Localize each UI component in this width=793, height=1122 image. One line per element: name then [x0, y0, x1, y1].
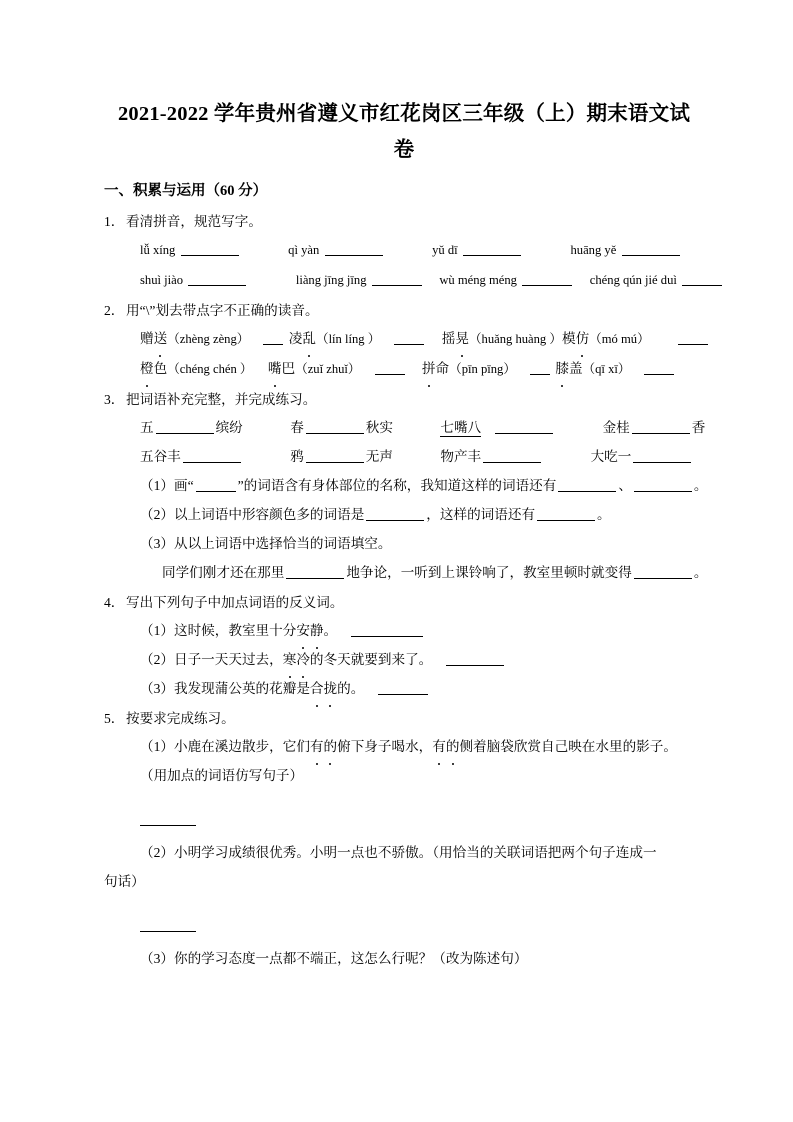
write-blank-2[interactable] [325, 243, 383, 256]
write-blank-3[interactable] [463, 243, 521, 256]
question-3 [104, 386, 708, 587]
pinyin-mofang: （mó mú） [589, 332, 650, 346]
q3-sub2-blank-1[interactable] [366, 508, 424, 521]
answer-space-2 [140, 896, 704, 918]
question-3-sub-2 [140, 500, 704, 529]
q3-sub1-text-a: （1）画“ [140, 478, 194, 493]
question-1-text: 看清拼音，规范写字。 [126, 214, 262, 229]
pinyin-qiyan: qì yàn [288, 243, 320, 257]
pinyin-yudi: yǔ dī [432, 243, 458, 257]
cross-blank-2[interactable] [394, 332, 424, 345]
idiom-2-pre: 春 [290, 420, 304, 435]
pinyin-chengse: （chéng chén ） [167, 362, 253, 376]
q4-sub2-post: 的冬天就要到来了。 [309, 652, 433, 667]
pinyin-zuiba: （zuǐ zhuǐ） [295, 362, 361, 376]
idiom-8-pre: 大吃一 [590, 449, 632, 464]
pinyin-yaohuang: （huǎng huàng ） [468, 332, 562, 346]
question-2-body [104, 324, 704, 384]
q4-sub3-label: （3） [140, 681, 174, 696]
idiom-6-pre: 鸦 [290, 449, 304, 464]
question-3-fill-sentence [140, 558, 708, 587]
q3-sub2-end: 。 [597, 507, 611, 522]
q3-sub1-blank-2[interactable] [634, 479, 692, 492]
q5-answer-rule-1[interactable] [140, 812, 704, 838]
q5-answer-rule-2[interactable] [140, 918, 704, 944]
question-3-stem [104, 386, 704, 413]
write-blank-6[interactable] [372, 273, 422, 286]
q4-sub1-label: （1） [140, 623, 174, 638]
pronunciation-row-1 [140, 324, 704, 354]
pronunciation-row-2 [140, 354, 704, 384]
page-title: 2021-2022 学年贵州省遵义市红花岗区三年级（上）期末语文试卷 [117, 103, 691, 161]
question-5 [104, 705, 704, 973]
question-3-text: 把词语补充完整，并完成练习。 [126, 392, 317, 407]
cross-blank-5[interactable] [530, 362, 550, 375]
word-xigai[interactable]: 膝盖 [555, 361, 582, 376]
q5-sub1-part2: 俯下身子喝水， [337, 739, 433, 754]
write-blank-5[interactable] [188, 273, 246, 286]
idiom-4-post: 香 [691, 420, 706, 435]
answer-space-1 [140, 790, 704, 812]
section-heading: 一、积累与运用（60 分） [104, 183, 268, 199]
cross-blank-4[interactable] [375, 362, 405, 375]
question-2-stem [104, 297, 704, 324]
pinyin-row-1 [140, 235, 704, 265]
question-3-number: 3． [104, 392, 125, 407]
cross-blank-1[interactable] [263, 332, 283, 345]
q4-sub3-post: 的。 [337, 681, 365, 696]
question-5-body [104, 732, 704, 973]
word-chengse[interactable]: 橙色 [140, 361, 167, 376]
pinyin-chengqunjiedui: chéng qún jié duì [589, 273, 677, 287]
q3-sub2-text-b: ，这样的词语还有 [426, 507, 536, 522]
q3-sub2-blank-2[interactable] [537, 508, 595, 521]
pinyin-wumengmeng: wù méng méng [439, 273, 517, 287]
pinyin-xigai: （qī xī） [582, 362, 631, 376]
q3-fill-end: 。 [693, 565, 708, 580]
q4-sub3-dotted: 合拢 [310, 681, 337, 696]
question-5-text: 按要求完成练习。 [126, 711, 235, 726]
idiom-5-pre: 五谷丰 [140, 449, 181, 464]
q4-sub1-post: 。 [323, 623, 338, 638]
question-4-text: 写出下列句子中加点词语的反义词。 [126, 595, 344, 610]
idiom-blank-1[interactable] [156, 421, 214, 434]
write-blank-4[interactable] [622, 243, 680, 256]
pinyin-zengsong: （zhèng zèng） [167, 332, 250, 346]
question-3-body [104, 413, 708, 587]
question-5-stem [104, 705, 704, 732]
q4-sub2-label: （2） [140, 652, 174, 667]
pinyin-lingluan: （lín líng ） [315, 332, 381, 346]
pinyin-pinming: （pīn pīng） [449, 362, 516, 376]
idiom-4-pre: 金桂 [602, 420, 630, 435]
word-zuiba[interactable]: 嘴巴 [268, 361, 295, 376]
q4-sub1-dotted: 安静 [296, 623, 323, 638]
idiom-row-2 [140, 442, 704, 471]
question-4-sub-1 [140, 616, 704, 645]
write-blank-7[interactable] [522, 273, 572, 286]
question-5-sub-3: （3）你的学习态度一点都不端正，这怎么行呢？（改为陈述句） [140, 951, 528, 966]
question-3-sub-1 [140, 471, 708, 500]
q3-sub1-separator: 、 [618, 478, 632, 493]
idiom-6-post: 无声 [365, 449, 393, 464]
q4-answer-blank-1[interactable] [351, 624, 423, 637]
q3-sub1-end: 。 [693, 478, 708, 493]
question-3-sub-3: （3）从以上词语中选择恰当的词语填空。 [140, 536, 392, 551]
pinyin-lvxing: lǚ xíng [140, 243, 176, 257]
pinyin-row-2 [140, 265, 704, 295]
cross-blank-6[interactable] [644, 362, 674, 375]
word-mofang[interactable]: 模仿 [562, 331, 589, 346]
question-5-sub-2-line-2: 句话） [104, 874, 145, 889]
q3-fill-text-a: 同学们刚才还在那里 [162, 565, 285, 580]
q3-sub1-quote-blank [196, 479, 236, 492]
question-5-sub-1 [140, 732, 704, 761]
question-5-sub-1-note: （用加点的词语仿写句子） [140, 768, 304, 783]
write-blank-8[interactable] [682, 273, 722, 286]
question-5-number: 5． [104, 711, 125, 726]
question-4-stem [104, 589, 704, 616]
pinyin-huangye: huāng yě [570, 243, 617, 257]
q5-sub1-part3: 侧着脑袋欣赏自己映在水里的影子。 [459, 739, 677, 754]
question-4 [104, 589, 704, 703]
question-1 [104, 208, 704, 295]
question-1-stem [104, 208, 704, 235]
idiom-blank-4[interactable] [632, 421, 690, 434]
question-1-body [104, 235, 704, 295]
q4-sub1-pre: 这时候，教室里十分 [173, 623, 297, 638]
q3-fill-text-b: 地争论，一听到上课铃响了，教室里顿时就变得 [346, 565, 632, 580]
idiom-blank-2[interactable] [306, 421, 364, 434]
question-2 [104, 297, 704, 384]
idiom-row-1 [140, 413, 704, 442]
q4-sub2-pre: 日子一天天过去， [173, 652, 283, 667]
q4-answer-blank-2[interactable] [446, 653, 504, 666]
idiom-2-post: 秋实 [365, 420, 393, 435]
pinyin-shuijiao: shuì jiào [140, 273, 184, 287]
question-4-body [104, 616, 704, 703]
idiom-1-pre: 五 [140, 420, 154, 435]
q3-sub2-text-a: （2）以上词语中形容颜色多的词语是 [140, 507, 365, 522]
cross-blank-3[interactable] [678, 332, 708, 345]
word-pinming[interactable]: 拼命 [422, 361, 449, 376]
question-4-number: 4． [104, 595, 125, 610]
idiom-blank-8[interactable] [633, 450, 691, 463]
idiom-7-pre: 物产丰 [440, 449, 482, 464]
q5-sub1-label: （1） [140, 739, 174, 754]
q3-sub1-text-b: ”的词语含有身体部位的名称，我知道这样的词语还有 [237, 478, 557, 493]
idiom-blank-7[interactable] [483, 450, 541, 463]
q3-fill-blank-2[interactable] [634, 566, 692, 579]
question-5-sub-2-line-1: （2）小明学习成绩很优秀。小明一点也不骄傲。（用恰当的关联词语把两个句子连成一 [140, 845, 657, 860]
page-content [104, 96, 708, 975]
q5-sub1-dotted-2: 有的 [432, 739, 459, 754]
q4-sub3-pre: 我发现蒲公英的花瓣是 [173, 681, 310, 696]
word-yaohuang[interactable]: 摇晃 [442, 331, 469, 346]
word-lingluan[interactable]: 凌乱 [289, 331, 316, 346]
question-2-text: 用“\”划去带点字不正确的读音。 [126, 303, 319, 318]
q3-fill-blank-1[interactable] [286, 566, 344, 579]
question-4-sub-3 [140, 674, 704, 703]
pinyin-liangjingjing: liàng jīng jīng [295, 273, 367, 287]
idiom-blank-6[interactable] [306, 450, 364, 463]
q4-sub2-dotted: 寒冷 [283, 652, 310, 667]
question-2-number: 2． [104, 303, 125, 318]
idiom-3-pre: 七嘴八 [440, 420, 482, 435]
word-zengsong[interactable]: 赠送 [140, 331, 167, 346]
question-4-sub-2 [140, 645, 704, 674]
q5-sub1-dotted-1: 有的 [310, 739, 337, 754]
q5-sub1-part1: 小鹿在溪边散步，它们 [173, 739, 310, 754]
question-1-number: 1． [104, 214, 125, 229]
write-blank-1[interactable] [181, 243, 239, 256]
q4-answer-blank-3[interactable] [378, 682, 428, 695]
idiom-blank-5[interactable] [183, 450, 241, 463]
idiom-1-post: 缤纷 [215, 420, 243, 435]
q3-sub1-blank-1[interactable] [558, 479, 616, 492]
idiom-blank-3[interactable] [495, 421, 553, 434]
